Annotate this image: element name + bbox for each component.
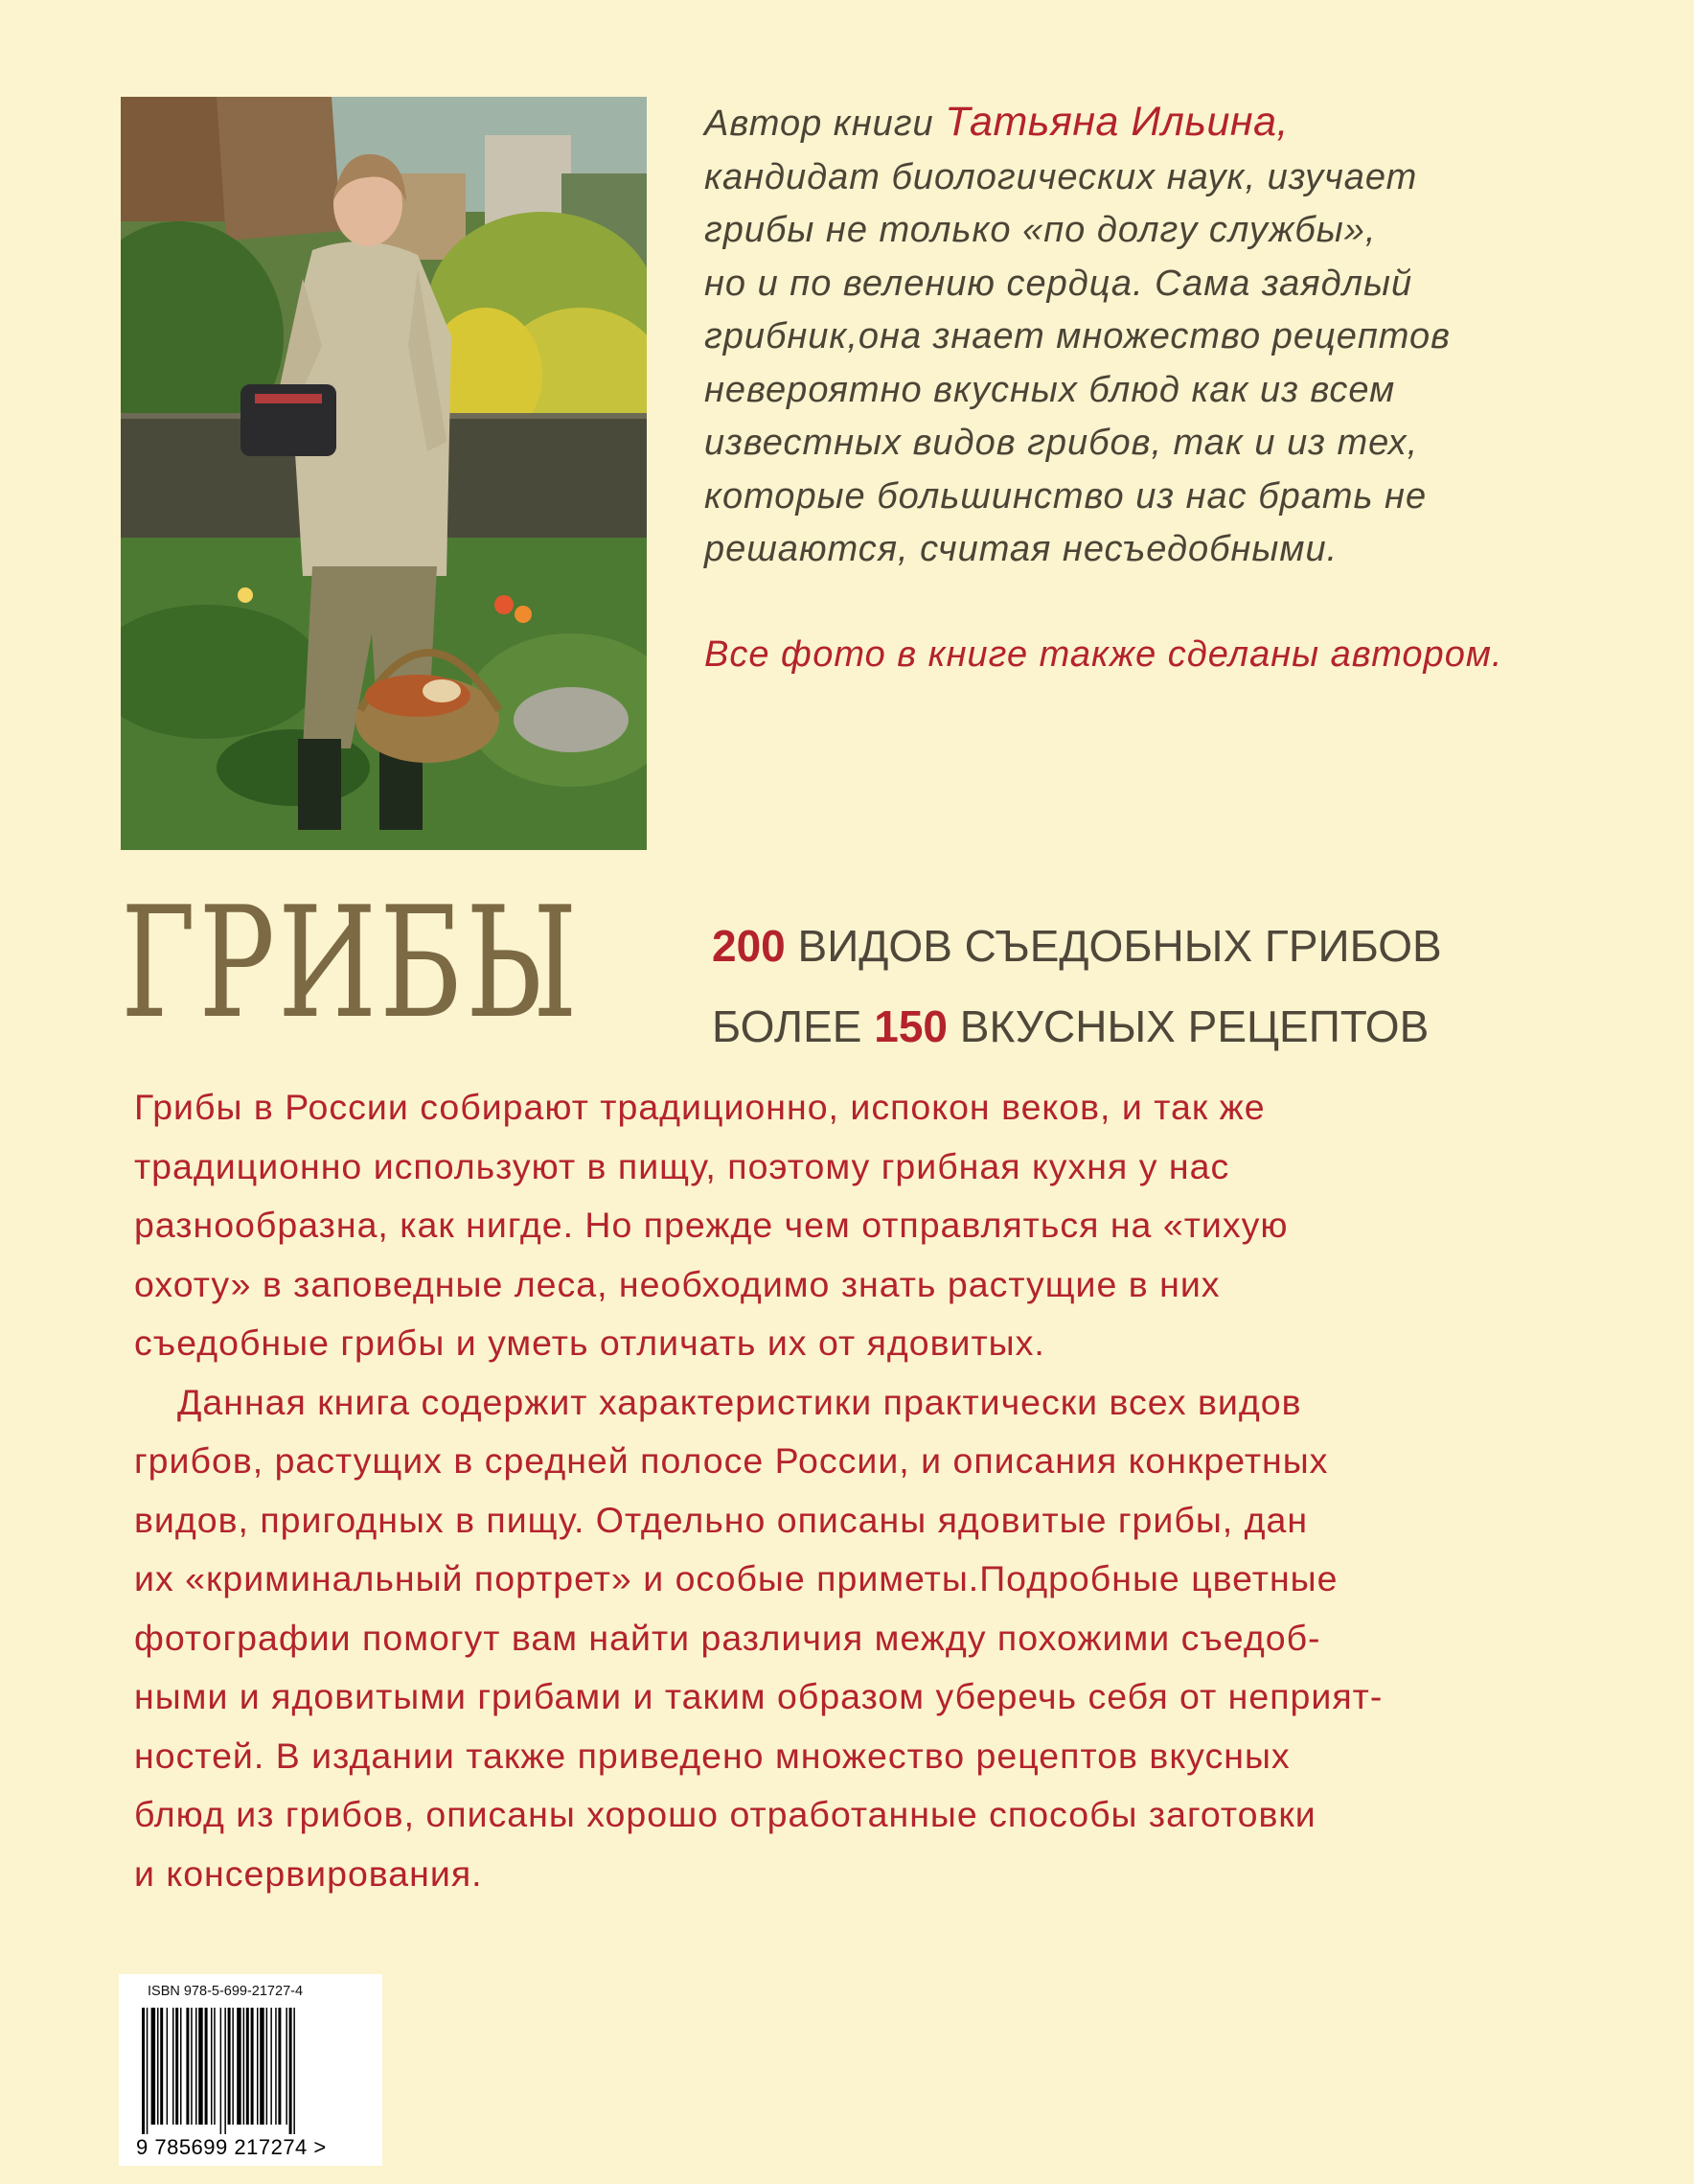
barcode-bar — [228, 2008, 231, 2125]
desc-line: традиционно используют в пищу, поэтому грибная кухня у нас — [134, 1145, 1230, 1186]
desc-line: ными и ядовитыми грибами и таким образом уберечь себя от неприят- — [134, 1676, 1384, 1716]
bio-line: которые большинство из нас брать не — [704, 475, 1428, 517]
barcode-bar — [286, 2008, 287, 2125]
isbn-label: ISBN 978-5-699-21727-4 — [148, 1984, 304, 1999]
desc-line: съедобные грибы и уметь отличать их от ядовитых. — [134, 1322, 1045, 1363]
photo-credit: Все фото в книге также сделаны автором. — [704, 633, 1503, 675]
bio-line: но и по велению сердца. Сама заядлый — [704, 263, 1413, 304]
bio-line: невероятно вкусных блюд как из всем — [704, 369, 1396, 410]
barcode-bar — [275, 2008, 277, 2125]
bio-line: грибник,она знает множество рецептов — [704, 316, 1451, 356]
bio-line: решаются, считая несъедобными. — [704, 529, 1339, 569]
barcode-bar — [266, 2008, 268, 2125]
author-bio — [704, 96, 1643, 681]
desc-line: блюд из грибов, описаны хорошо отработанные способы заготовки — [134, 1794, 1316, 1834]
barcode-bar — [243, 2008, 245, 2125]
barcode-bar — [278, 2008, 281, 2125]
recipe-count: 150 — [874, 1001, 949, 1051]
barcode-bar — [147, 2008, 149, 2134]
bio-line: кандидат биологических наук, изучает — [704, 156, 1418, 197]
tagline-line-1 — [712, 906, 1442, 986]
desc-line: разнообразна, как нигде. Но прежде чем отправляться на «тихую — [134, 1205, 1289, 1245]
barcode-bar — [172, 2008, 174, 2125]
tagline — [712, 906, 1442, 1067]
barcode-bar — [214, 2008, 216, 2125]
bio-first-line — [704, 96, 1643, 151]
barcode-bar — [246, 2008, 249, 2125]
barcode-bar — [195, 2008, 197, 2125]
species-count: 200 — [712, 921, 786, 971]
desc-line: Данная книга содержит характеристики практически всех видов — [177, 1381, 1302, 1422]
isbn-barcode-box — [119, 1974, 382, 2166]
barcode-bar — [151, 2008, 156, 2125]
barcode-icon — [140, 2008, 362, 2134]
desc-line: и консервирования. — [134, 1852, 483, 1894]
tagline-text-3: ВКУСНЫХ РЕЦЕПТОВ — [948, 1001, 1430, 1051]
barcode-bar — [211, 2008, 213, 2125]
barcode-bar — [237, 2008, 241, 2125]
barcode-bar — [232, 2008, 234, 2125]
tagline-text-2: БОЛЕЕ — [712, 1001, 875, 1051]
barcode-bar — [186, 2008, 189, 2125]
barcode-bar — [180, 2008, 182, 2125]
desc-line: фотографии помогут вам найти различия между похожими съедоб- — [134, 1617, 1321, 1658]
tagline-line-2 — [712, 986, 1442, 1067]
barcode-bar — [167, 2008, 169, 2125]
book-description — [134, 1078, 1591, 1903]
desc-line: ностей. В издании также приведено множество рецептов вкусных — [134, 1735, 1291, 1776]
book-title-logo: ГРИБЫ — [121, 873, 581, 1052]
barcode-bar — [293, 2008, 295, 2134]
desc-line: грибов, растущих в средней полосе России, и описания конкретных — [134, 1440, 1329, 1481]
barcode-bar — [191, 2008, 193, 2125]
barcode-bar — [157, 2008, 159, 2125]
bio-prefix: Автор книги — [704, 103, 946, 144]
barcode-bar — [142, 2008, 145, 2134]
barcode-bar — [251, 2008, 254, 2125]
barcode-bar — [224, 2008, 226, 2134]
author-photo — [121, 97, 647, 850]
tagline-text-1: ВИДОВ СЪЕДОБНЫХ ГРИБОВ — [785, 921, 1442, 971]
desc-line: видов, пригодных в пищу. Отдельно описаны ядовитые грибы, дан — [134, 1499, 1309, 1540]
barcode-bar — [260, 2008, 264, 2125]
barcode-bar — [220, 2008, 222, 2134]
barcode-bar — [289, 2008, 292, 2134]
barcode-bar — [160, 2008, 163, 2125]
barcode-bar — [257, 2008, 259, 2125]
bio-line: грибы не только «по долгу службы», — [704, 210, 1377, 250]
barcode-bar — [198, 2008, 203, 2125]
barcode-bar — [270, 2008, 272, 2125]
desc-line: их «криминальный портрет» и особые приметы.Подробные цветные — [134, 1558, 1339, 1598]
author-name: Татьяна Ильина, — [945, 99, 1289, 145]
desc-line: Грибы в России собирают традиционно, испокон веков, и так же — [134, 1087, 1266, 1127]
desc-line: охоту» в заповедные леса, необходимо знать растущие в них — [134, 1263, 1221, 1304]
barcode-bar — [205, 2008, 208, 2125]
barcode-bar — [175, 2008, 178, 2125]
ean-digits: 9 785699 217274 > — [136, 2135, 327, 2159]
bio-line: известных видов грибов, так и из тех, — [704, 423, 1419, 463]
